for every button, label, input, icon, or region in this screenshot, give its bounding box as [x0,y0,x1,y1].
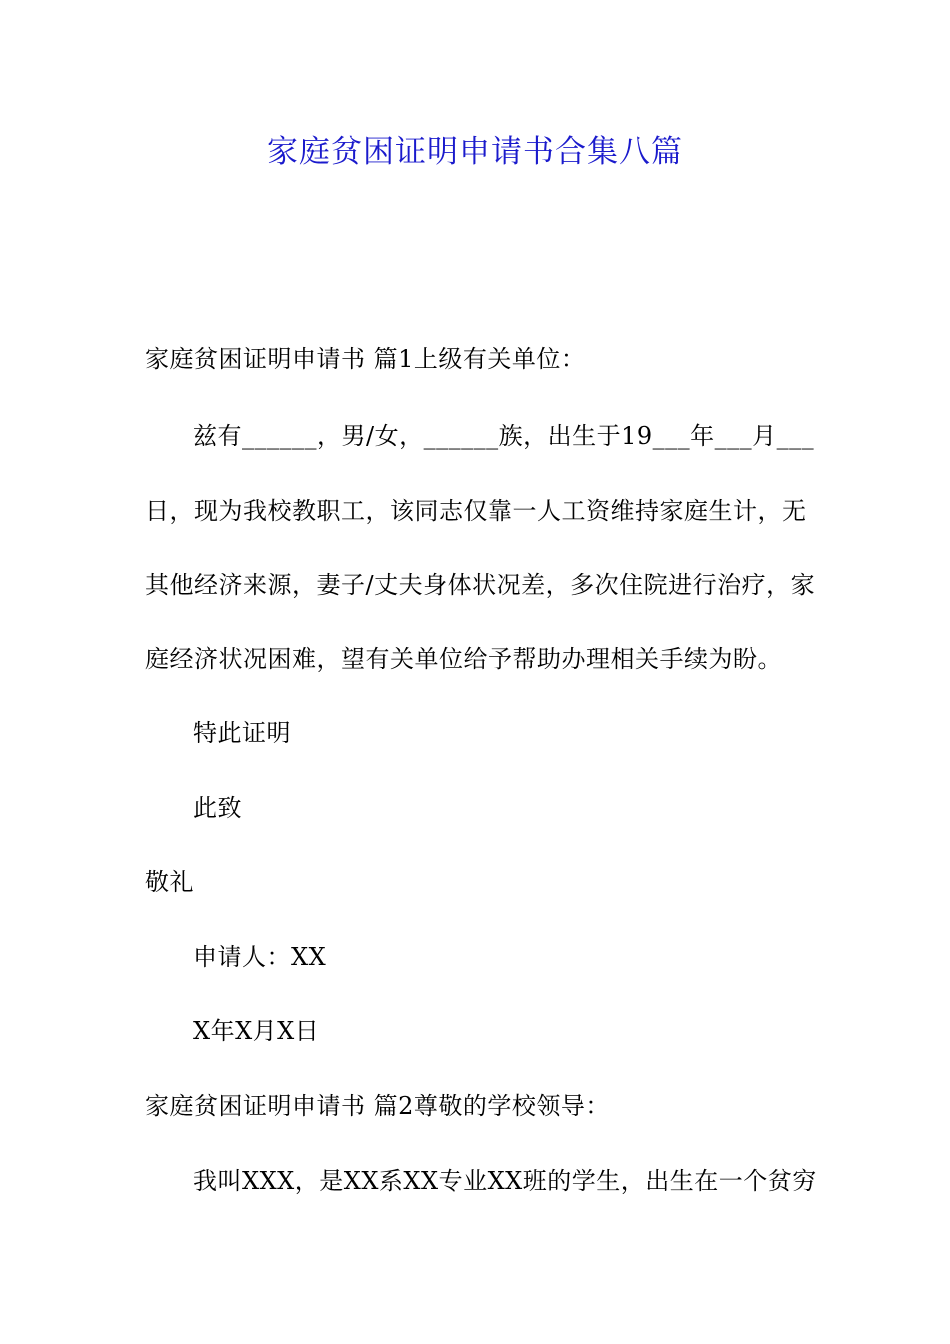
salutation-line: 敬礼 [145,868,194,896]
paragraph-line: 其他经济来源，妻子/丈夫身体状况差，多次住院进行治疗，家 [145,571,816,599]
closing-line: 此致 [193,794,242,822]
section-2-heading: 家庭贫困证明申请书 篇2尊敬的学校领导： [145,1092,610,1120]
date-line: X年X月X日 [193,1017,320,1045]
paragraph-line: 我叫XXX，是XX系XX专业XX班的学生，出生在一个贫穷 [193,1167,817,1195]
document-title: 家庭贫困证明申请书合集八篇 [267,134,683,170]
applicant-line: 申请人：XX [193,943,327,971]
paragraph-line: 日，现为我校教职工，该同志仅靠一人工资维持家庭生计，无 [145,497,807,525]
section-1-heading: 家庭贫困证明申请书 篇1上级有关单位： [145,345,586,373]
paragraph-line: 庭经济状况困难，望有关单位给予帮助办理相关手续为盼。 [145,645,782,673]
certify-line: 特此证明 [193,719,291,747]
paragraph-line: 兹有______，男/女，______族，出生于19___年___月___ [193,422,815,450]
